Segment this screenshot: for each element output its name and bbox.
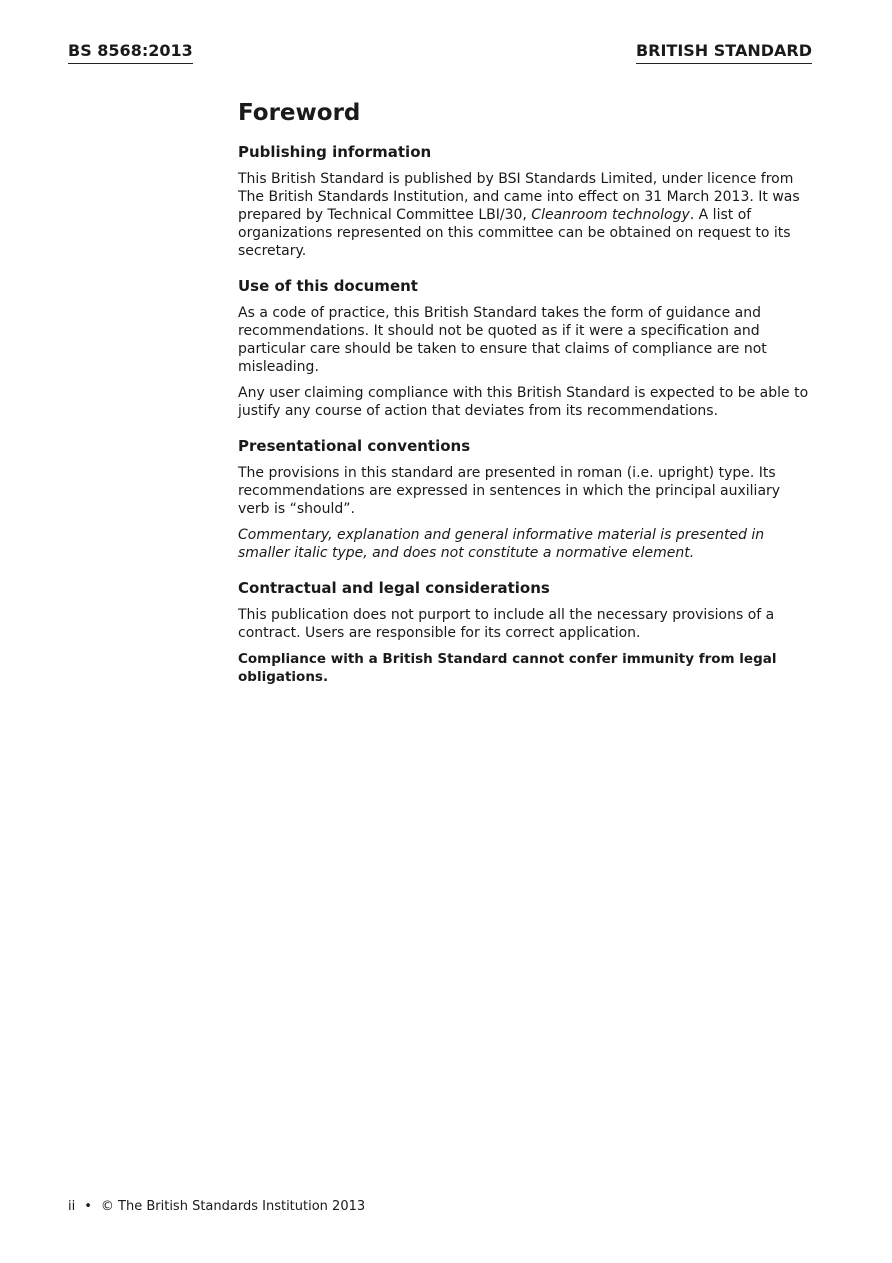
paragraph-provisions-type: The provisions in this standard are presented in roman (i.e. upright) type. Its recommendations are expressed in sentences in which the principal auxiliary verb is “should”. [238, 465, 781, 517]
section-heading: Contractual and legal considerations [238, 579, 550, 597]
running-head-standard-number: BS 8568:2013 [68, 40, 193, 64]
section-heading: Presentational conventions [238, 437, 471, 455]
section-heading: Publishing information [238, 143, 432, 161]
paragraph-legal-immunity-bold: Compliance with a British Standard cannot confer immunity from legal obligations. [238, 651, 777, 685]
paragraph-text: . A list of organizations represented on this committee can be obtained on request to its secretary. [238, 207, 791, 259]
section-use-of-document [238, 276, 816, 420]
paragraph-contract-provisions: This publication does not purport to include all the necessary provisions of a contract. Users are responsible for its correct application. [238, 607, 775, 641]
page-footer [68, 1198, 365, 1216]
section-contractual-legal [238, 578, 816, 686]
foreword-title: Foreword [238, 100, 361, 126]
page-number: ii [68, 1199, 76, 1214]
paragraph-code-of-practice: As a code of practice, this British Standard takes the form of guidance and recommendations. It should not be quoted as if it were a specification and particular care should be taken to ensure that claims of compliance are not misleading. [238, 305, 767, 375]
section-presentational-conventions [238, 436, 816, 562]
running-head-british-standard: BRITISH STANDARD [636, 40, 812, 64]
paragraph-text: This British Standard is published by BSI Standards Limited, under licence from The British Standards Institution, and came into effect on 31 March 2013. It was prepared by Technical Committee LBI/30, [238, 171, 800, 223]
foreword-body [238, 98, 816, 702]
section-heading: Use of this document [238, 277, 418, 295]
committee-title-italic: Cleanroom technology [531, 207, 690, 223]
copyright-notice: © The British Standards Institution 2013 [100, 1199, 366, 1214]
paragraph-compliance-claims: Any user claiming compliance with this British Standard is expected to be able to justify any course of action that deviates from its recommendations. [238, 385, 809, 419]
section-publishing-information [238, 142, 816, 260]
bullet-separator: • [84, 1199, 92, 1214]
paragraph-commentary-italic: Commentary, explanation and general informative material is presented in smaller italic type, and does not constitute a normative element. [238, 527, 765, 561]
paragraph-publishing-info [238, 170, 816, 260]
